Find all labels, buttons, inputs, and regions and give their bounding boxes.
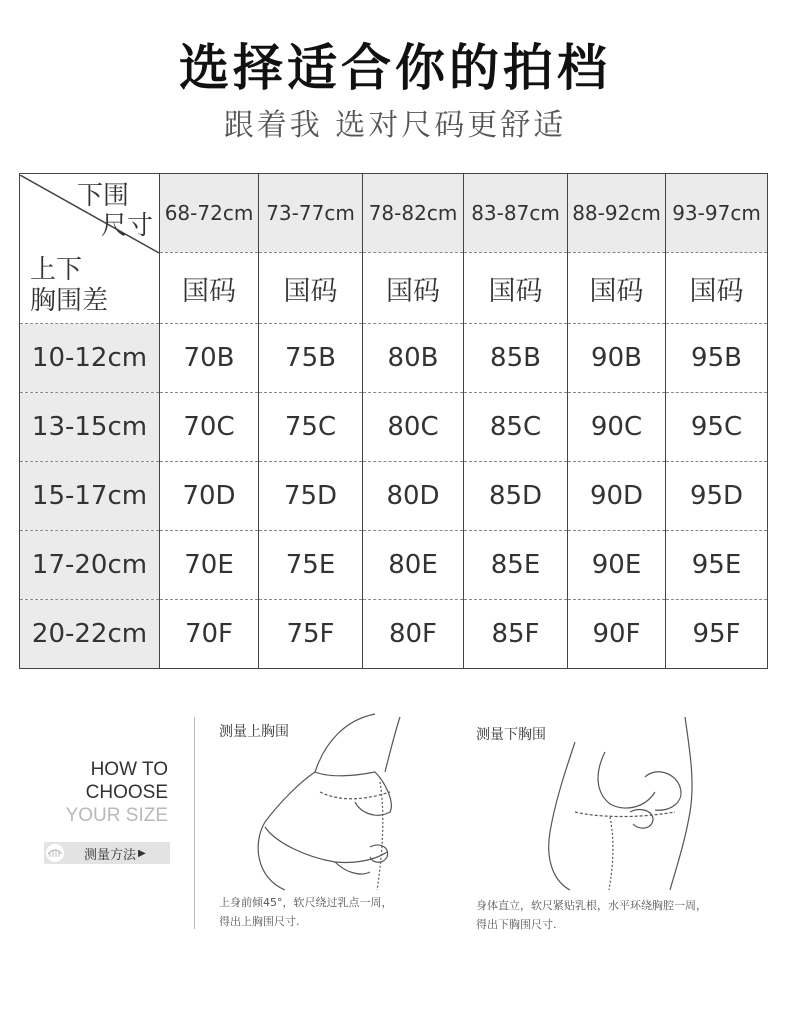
table-row [20,324,768,393]
bust-difference-cell: 20-22cm [20,600,160,669]
bra-size-cell: 85C [464,393,568,462]
underbust-range-cell: 78-82cm [363,174,464,253]
underbust-range-cell: 83-87cm [464,174,568,253]
upper-bust-title: 测量上胸围 [219,724,289,740]
bra-size-cell: 70D [160,462,259,531]
bust-difference-cell: 15-17cm [20,462,160,531]
bra-size-cell: 80F [363,600,464,669]
play-arrow-icon: ▶ [138,847,146,859]
bra-size-cell: 75F [259,600,363,669]
upper-bust-figure-illustration [245,712,415,892]
measure-method-label: 测量方法 [84,847,137,863]
bra-size-cell: 90F [568,600,666,669]
code-label-cell: 国码 [160,253,259,324]
lower-bust-title: 测量下胸围 [476,727,546,743]
bra-size-cell: 70C [160,393,259,462]
underbust-range-cell: 73-77cm [259,174,363,253]
underbust-range-cell: 68-72cm [160,174,259,253]
bra-size-cell: 75D [259,462,363,531]
bra-size-cell: 70B [160,324,259,393]
measure-method-button[interactable] [44,842,170,864]
code-label-cell: 国码 [568,253,666,324]
bra-size-cell: 80D [363,462,464,531]
code-label-cell: 国码 [259,253,363,324]
size-chart-table [19,173,768,669]
bra-size-cell: 80B [363,324,464,393]
corner-underbust-label: 下围 尺寸 [76,180,153,241]
bra-size-cell: 70F [160,600,259,669]
bust-difference-cell: 13-15cm [20,393,160,462]
underbust-range-cell: 93-97cm [666,174,768,253]
bra-size-cell: 90E [568,531,666,600]
lower-bust-figure-illustration [535,712,715,892]
upper-bust-instructions: 上身前倾45°，软尺绕过乳点一周， 得出上胸围尺寸. [219,896,393,928]
table-row [20,600,768,669]
underbust-range-cell: 88-92cm [568,174,666,253]
bra-size-cell: 95B [666,324,768,393]
bust-difference-cell: 10-12cm [20,324,160,393]
bra-size-cell: 95F [666,600,768,669]
bra-size-cell: 90B [568,324,666,393]
table-row [20,393,768,462]
table-row [20,531,768,600]
bra-size-cell: 95E [666,531,768,600]
tape-measure-icon [44,842,66,864]
bra-size-cell: 75E [259,531,363,600]
bra-size-cell: 90C [568,393,666,462]
code-label-cell: 国码 [363,253,464,324]
table-row [20,462,768,531]
bra-size-cell: 85B [464,324,568,393]
how-to-choose-heading: HOW TO CHOOSE YOUR SIZE [65,759,168,826]
bra-size-cell: 80C [363,393,464,462]
bra-size-cell: 95C [666,393,768,462]
table-corner-cell [20,174,160,324]
bra-size-cell: 90D [568,462,666,531]
bust-difference-cell: 17-20cm [20,531,160,600]
code-label-cell: 国码 [666,253,768,324]
bra-size-cell: 85D [464,462,568,531]
page-subtitle: 跟着我 选对尺码更舒适 [223,108,567,143]
bra-size-cell: 80E [363,531,464,600]
lower-bust-instructions: 身体直立，软尺紧贴乳根，水平环绕胸腔一周， 得出下胸围尺寸. [476,899,707,931]
bra-size-cell: 70E [160,531,259,600]
bra-size-cell: 85F [464,600,568,669]
bra-size-cell: 75C [259,393,363,462]
page-title: 选择适合你的拍档 [179,39,611,97]
code-label-cell: 国码 [464,253,568,324]
bra-size-cell: 95D [666,462,768,531]
bra-size-cell: 75B [259,324,363,393]
bra-size-cell: 85E [464,531,568,600]
section-divider [194,717,195,929]
underbust-header-row [20,174,768,253]
corner-bust-diff-label: 上下 胸围差 [30,254,109,316]
